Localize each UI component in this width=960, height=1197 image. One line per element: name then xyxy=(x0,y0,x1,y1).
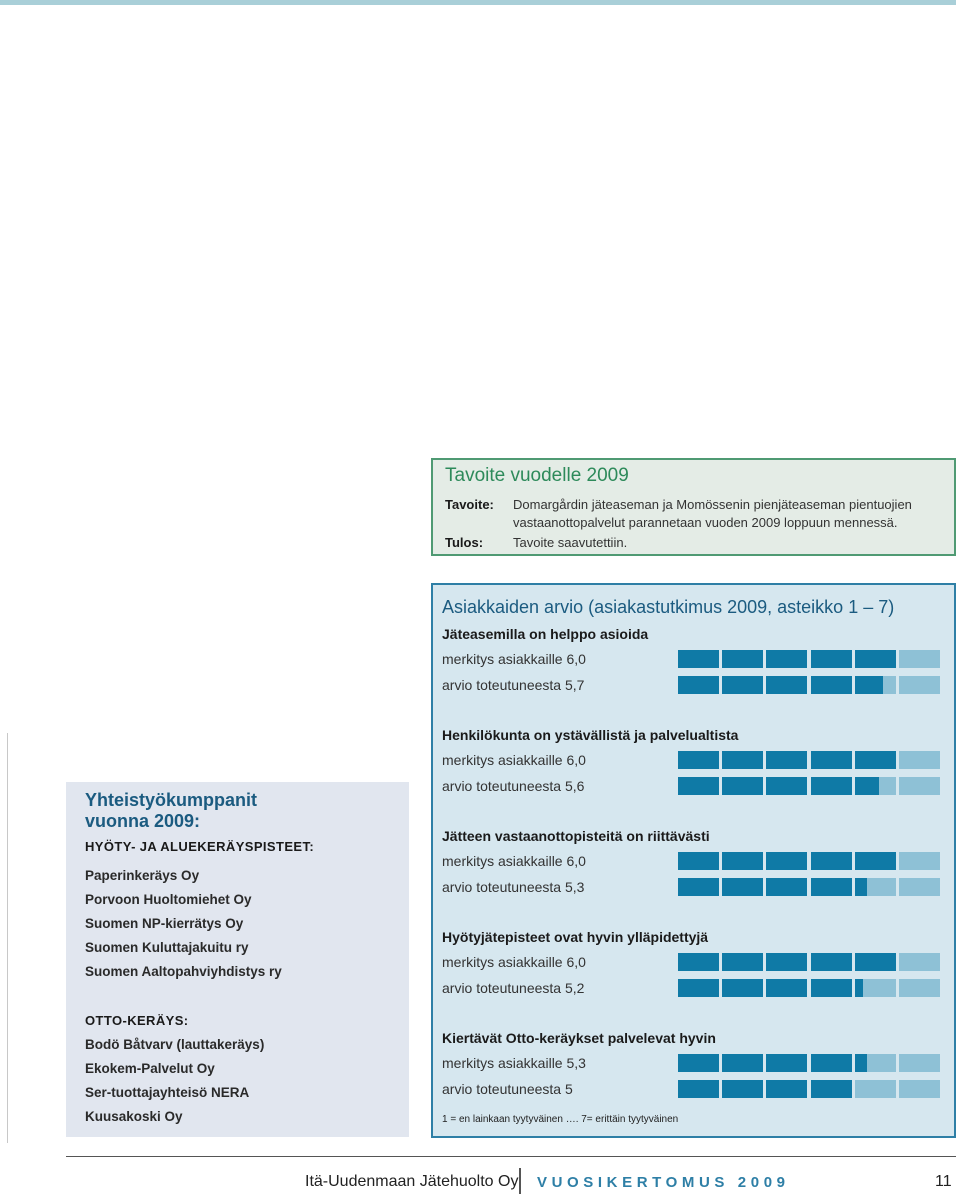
segment-background xyxy=(899,878,940,896)
segment-fill xyxy=(766,1080,807,1098)
rating-bar-segment xyxy=(766,878,807,896)
segment-fill xyxy=(678,650,719,668)
importance-label: merkitys asiakkaille 6,0 xyxy=(442,651,586,667)
rating-bar-segment xyxy=(766,979,807,997)
importance-bar-segment xyxy=(811,852,852,870)
importance-bar-segment xyxy=(678,953,719,971)
segment-fill xyxy=(811,979,852,997)
rating-bar xyxy=(678,1080,942,1098)
rating-bar-segment xyxy=(722,777,763,795)
segment-fill xyxy=(811,953,852,971)
importance-bar-segment xyxy=(899,852,940,870)
rating-bar-segment xyxy=(722,979,763,997)
question-title: Henkilökunta on ystävällistä ja palvelualtista xyxy=(442,727,739,743)
segment-fill xyxy=(678,751,719,769)
rating-label: arvio toteutuneesta 5 xyxy=(442,1081,573,1097)
rating-bar xyxy=(678,676,942,694)
rating-label: arvio toteutuneesta 5,3 xyxy=(442,879,585,895)
importance-bar-segment xyxy=(899,650,940,668)
importance-bar-segment xyxy=(899,953,940,971)
segment-fill xyxy=(722,878,763,896)
segment-background xyxy=(899,650,940,668)
partners-group1-heading: HYÖTY- JA ALUEKERÄYSPISTEET: xyxy=(85,839,315,854)
segment-fill xyxy=(722,650,763,668)
partner-item: Ekokem-Palvelut Oy xyxy=(85,1061,215,1076)
importance-bar xyxy=(678,1054,942,1072)
importance-bar-segment xyxy=(722,852,763,870)
segment-background xyxy=(899,1080,940,1098)
importance-bar-segment xyxy=(811,1054,852,1072)
segment-fill xyxy=(855,650,896,668)
question-title: Jätteen vastaanottopisteitä on riittävästi xyxy=(442,828,710,844)
importance-bar-segment xyxy=(766,1054,807,1072)
segment-fill xyxy=(855,878,867,896)
segment-fill xyxy=(766,1054,807,1072)
segment-fill xyxy=(811,878,852,896)
segment-fill xyxy=(855,979,863,997)
footer-rule xyxy=(66,1156,956,1157)
importance-bar-segment xyxy=(678,650,719,668)
rating-bar-segment xyxy=(722,1080,763,1098)
customer-survey-panel xyxy=(431,583,956,1138)
segment-fill xyxy=(855,676,884,694)
segment-fill xyxy=(766,852,807,870)
segment-fill xyxy=(855,852,896,870)
importance-bar-segment xyxy=(855,751,896,769)
segment-fill xyxy=(722,1054,763,1072)
top-rule xyxy=(0,0,956,5)
partner-item: Suomen NP-kierrätys Oy xyxy=(85,916,244,931)
segment-fill xyxy=(678,1080,719,1098)
partner-item: Kuusakoski Oy xyxy=(85,1109,183,1124)
importance-bar-segment xyxy=(855,953,896,971)
goal-result-label: Tulos: xyxy=(445,535,484,550)
importance-bar-segment xyxy=(855,650,896,668)
importance-bar-segment xyxy=(766,953,807,971)
goal-target-label: Tavoite: xyxy=(445,497,494,512)
rating-bar-segment xyxy=(678,777,719,795)
goal-title: Tavoite vuodelle 2009 xyxy=(445,465,629,486)
segment-fill xyxy=(811,1080,852,1098)
segment-fill xyxy=(678,953,719,971)
importance-label: merkitys asiakkaille 6,0 xyxy=(442,752,586,768)
importance-bar-segment xyxy=(722,953,763,971)
segment-fill xyxy=(766,676,807,694)
footer-report-title: VUOSIKERTOMUS 2009 xyxy=(537,1174,790,1191)
segment-fill xyxy=(678,777,719,795)
rating-bar-segment xyxy=(766,676,807,694)
importance-bar xyxy=(678,650,942,668)
segment-fill xyxy=(766,650,807,668)
segment-fill xyxy=(811,777,852,795)
rating-bar xyxy=(678,878,942,896)
segment-background xyxy=(899,676,940,694)
rating-bar-segment xyxy=(899,878,940,896)
rating-bar-segment xyxy=(899,979,940,997)
segment-background xyxy=(899,777,940,795)
page-number: 11 xyxy=(935,1173,952,1190)
rating-bar-segment xyxy=(855,676,896,694)
rating-bar-segment xyxy=(678,979,719,997)
partner-item: Porvoon Huoltomiehet Oy xyxy=(85,892,252,907)
goal-box xyxy=(431,458,956,556)
segment-fill xyxy=(722,751,763,769)
question-title: Kiertävät Otto-keräykset palvelevat hyvin xyxy=(442,1030,716,1046)
segment-fill xyxy=(855,777,880,795)
rating-bar-segment xyxy=(899,676,940,694)
rating-bar-segment xyxy=(678,1080,719,1098)
segment-fill xyxy=(722,676,763,694)
importance-label: merkitys asiakkaille 5,3 xyxy=(442,1055,586,1071)
segment-fill xyxy=(678,979,719,997)
goal-target-text-1: Domargårdin jäteaseman ja Momössenin pienjäteaseman pientuojien xyxy=(513,497,912,512)
importance-bar xyxy=(678,751,942,769)
segment-fill xyxy=(855,953,896,971)
rating-bar xyxy=(678,979,942,997)
importance-bar-segment xyxy=(722,650,763,668)
importance-bar-segment xyxy=(722,751,763,769)
segment-fill xyxy=(855,751,896,769)
segment-fill xyxy=(722,979,763,997)
importance-bar-segment xyxy=(678,1054,719,1072)
importance-bar-segment xyxy=(766,751,807,769)
segment-fill xyxy=(811,852,852,870)
rating-bar-segment xyxy=(855,777,896,795)
segment-fill xyxy=(766,878,807,896)
segment-fill xyxy=(811,751,852,769)
segment-fill xyxy=(811,650,852,668)
question-title: Jäteasemilla on helppo asioida xyxy=(442,626,649,642)
question-title: Hyötyjätepisteet ovat hyvin ylläpidettyjä xyxy=(442,929,709,945)
importance-bar-segment xyxy=(811,751,852,769)
segment-fill xyxy=(766,777,807,795)
segment-fill xyxy=(678,1054,719,1072)
rating-bar-segment xyxy=(811,979,852,997)
importance-bar xyxy=(678,953,942,971)
partner-item: Paperinkeräys Oy xyxy=(85,868,200,883)
importance-label: merkitys asiakkaille 6,0 xyxy=(442,954,586,970)
rating-bar-segment xyxy=(899,1080,940,1098)
segment-fill xyxy=(722,953,763,971)
importance-bar-segment xyxy=(899,1054,940,1072)
rating-bar-segment xyxy=(722,676,763,694)
segment-fill xyxy=(811,676,852,694)
segment-fill xyxy=(766,953,807,971)
rating-bar xyxy=(678,777,942,795)
segment-background xyxy=(899,751,940,769)
rating-bar-segment xyxy=(811,1080,852,1098)
partner-item: Suomen Aaltopahviyhdistys ry xyxy=(85,964,282,979)
segment-fill xyxy=(722,1080,763,1098)
rating-bar-segment xyxy=(811,676,852,694)
importance-bar-segment xyxy=(811,953,852,971)
rating-bar-segment xyxy=(855,878,896,896)
rating-bar-segment xyxy=(678,878,719,896)
partners-group2-heading: OTTO-KERÄYS: xyxy=(85,1013,189,1028)
partner-item: Bodö Båtvarv (lauttakeräys) xyxy=(85,1037,265,1052)
partners-title-line1: Yhteistyökumppanit xyxy=(85,790,258,810)
importance-bar-segment xyxy=(766,852,807,870)
rating-label: arvio toteutuneesta 5,7 xyxy=(442,677,585,693)
goal-result-text: Tavoite saavutettiin. xyxy=(513,535,628,550)
footer-organization: Itä-Uudenmaan Jätehuolto Oy xyxy=(305,1173,519,1190)
segment-background xyxy=(899,953,940,971)
scale-footnote: 1 = en lainkaan tyytyväinen …. 7= erittäin tyytyväinen xyxy=(442,1114,679,1125)
importance-bar-segment xyxy=(678,852,719,870)
segment-fill xyxy=(811,1054,852,1072)
rating-bar-segment xyxy=(899,777,940,795)
segment-background xyxy=(899,979,940,997)
rating-bar-segment xyxy=(811,777,852,795)
importance-bar-segment xyxy=(766,650,807,668)
rating-bar-segment xyxy=(855,1080,896,1098)
goal-target-text-2: vastaanottopalvelut parannetaan vuoden 2009 loppuun mennessä. xyxy=(513,515,898,530)
partners-title xyxy=(85,790,385,832)
margin-rule xyxy=(7,733,8,1143)
importance-bar-segment xyxy=(722,1054,763,1072)
segment-background xyxy=(855,1080,896,1098)
importance-bar-segment xyxy=(855,1054,896,1072)
rating-bar-segment xyxy=(811,878,852,896)
footer-separator xyxy=(519,1168,521,1194)
segment-background xyxy=(899,1054,940,1072)
rating-bar-segment xyxy=(766,777,807,795)
importance-bar-segment xyxy=(678,751,719,769)
partners-title-line2: vuonna 2009: xyxy=(85,811,201,831)
segment-fill xyxy=(678,676,719,694)
survey-title: Asiakkaiden arvio (asiakastutkimus 2009, asteikko 1 – 7) xyxy=(442,597,895,617)
rating-bar-segment xyxy=(722,878,763,896)
importance-bar-segment xyxy=(811,650,852,668)
segment-fill xyxy=(722,852,763,870)
rating-label: arvio toteutuneesta 5,2 xyxy=(442,980,585,996)
partners-box xyxy=(66,782,409,1137)
segment-background xyxy=(899,852,940,870)
rating-bar-segment xyxy=(766,1080,807,1098)
partner-item: Ser-tuottajayhteisö NERA xyxy=(85,1085,250,1100)
importance-bar xyxy=(678,852,942,870)
segment-fill xyxy=(766,979,807,997)
rating-bar-segment xyxy=(678,676,719,694)
importance-bar-segment xyxy=(855,852,896,870)
segment-fill xyxy=(722,777,763,795)
rating-label: arvio toteutuneesta 5,6 xyxy=(442,778,585,794)
importance-bar-segment xyxy=(899,751,940,769)
segment-fill xyxy=(678,852,719,870)
segment-fill xyxy=(855,1054,867,1072)
partner-item: Suomen Kuluttajakuitu ry xyxy=(85,940,249,955)
segment-fill xyxy=(678,878,719,896)
segment-fill xyxy=(766,751,807,769)
rating-bar-segment xyxy=(855,979,896,997)
importance-label: merkitys asiakkaille 6,0 xyxy=(442,853,586,869)
